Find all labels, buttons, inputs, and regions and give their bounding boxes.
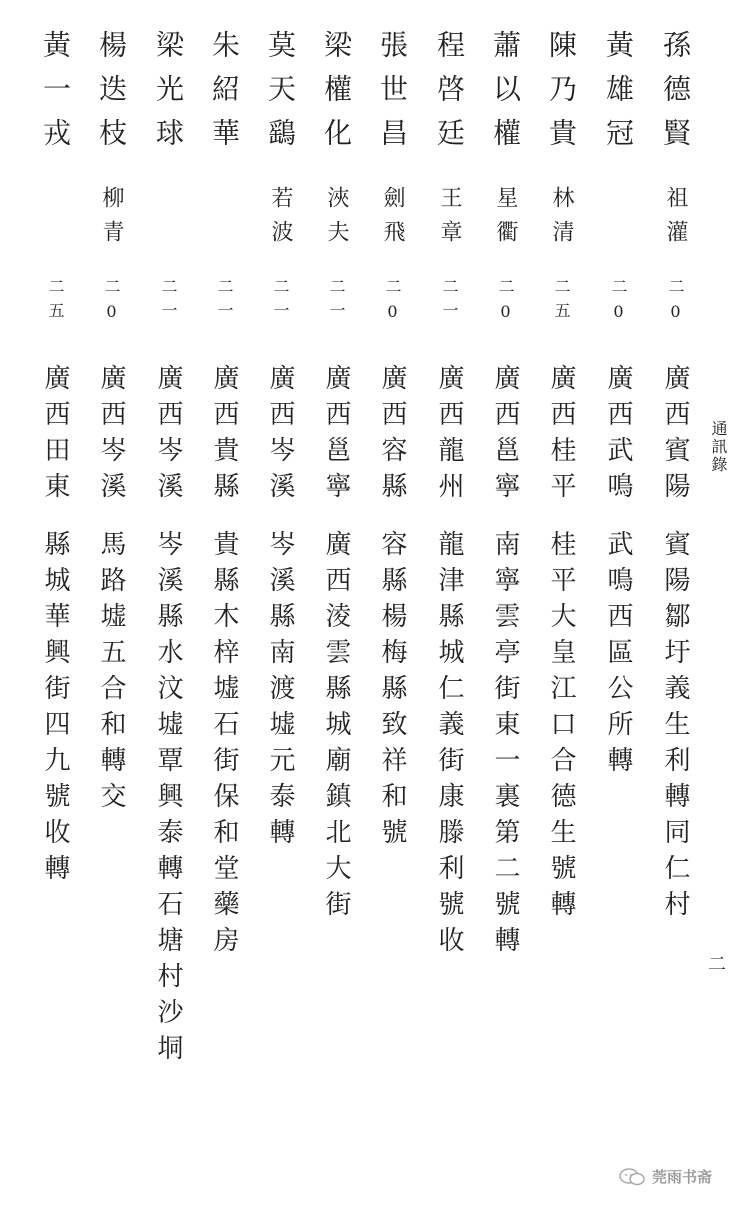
entry-name: 莫天鷂: [264, 30, 297, 162]
entry-city: 廣西桂平: [546, 364, 576, 508]
entry-name: 梁光球: [152, 30, 185, 162]
entry-name: 黃雄冠: [602, 30, 635, 162]
entry-address: 貴縣木梓墟石街保和堂藥房: [209, 530, 239, 962]
entry-city: 廣西邕寧: [321, 364, 351, 508]
entry-address: 武鳴西區公所轉: [603, 530, 633, 782]
entry-age: 二0: [496, 278, 515, 329]
entry-alias: 浹夫: [324, 186, 349, 254]
chat-bubble-icon: [618, 1167, 646, 1187]
watermark-text: 莞雨书斋: [652, 1168, 713, 1186]
entry-city: 廣西岑溪: [265, 364, 295, 508]
entry-age: 二一: [159, 278, 178, 326]
entry-name: 陳乃貴: [545, 30, 578, 162]
entry-city: 廣西邕寧: [490, 364, 520, 508]
entry-name: 楊迭枝: [95, 30, 128, 162]
entry-city: 廣西岑溪: [96, 364, 126, 508]
entry-address: 龍津縣城仁義街康滕利號收: [434, 530, 464, 962]
entry-address: 容縣楊梅縣致祥和號: [377, 530, 407, 854]
entry-alias: 祖灌: [663, 186, 688, 254]
entry-city: 廣西武鳴: [603, 364, 633, 508]
entry-alias: 王章: [437, 186, 462, 254]
entry-name: 張世昌: [376, 30, 409, 162]
entry-city: 廣西田東: [40, 364, 70, 508]
entry-alias: 柳青: [99, 186, 124, 254]
entry-name: 孫德賢: [659, 30, 692, 162]
entry-address: 南寧雲亭街東一裏第二號轉: [490, 530, 520, 962]
entry-alias: 若波: [268, 186, 293, 254]
entry-alias: 林清: [549, 186, 574, 254]
entry-age: 二五: [46, 278, 65, 326]
entry-city: 廣西貴縣: [209, 364, 239, 508]
entry-name: 黃一戎: [39, 30, 72, 162]
entry-address: 桂平大皇江口合德生號轉: [546, 530, 576, 926]
entry-age: 二0: [609, 278, 628, 329]
entry-age: 二0: [383, 278, 402, 329]
entry-city: 廣西賓陽: [660, 364, 690, 508]
entry-city: 廣西岑溪: [153, 364, 183, 508]
entry-age: 二0: [102, 278, 121, 329]
entry-address: 岑溪縣南渡墟元泰轉: [265, 530, 295, 854]
entry-age: 二一: [271, 278, 290, 326]
header-title: 通訊錄: [709, 420, 728, 474]
entry-age: 二一: [215, 278, 234, 326]
entry-name: 朱紹華: [208, 30, 241, 162]
entry-age: 二一: [327, 278, 346, 326]
entry-name: 蕭以權: [489, 30, 522, 162]
entry-name: 程啓廷: [433, 30, 466, 162]
entry-age: 二0: [666, 278, 685, 329]
entry-address: 賓陽鄒圩義生利轉同仁村: [660, 530, 690, 926]
entry-city: 廣西龍州: [434, 364, 464, 508]
entry-name: 梁權化: [320, 30, 353, 162]
entry-alias: 星衢: [493, 186, 518, 254]
entry-city: 廣西容縣: [377, 364, 407, 508]
entry-age: 二五: [552, 278, 571, 326]
entry-address: 廣西淩雲縣城廟鎮北大街: [321, 530, 351, 926]
entry-age: 二一: [440, 278, 459, 326]
entry-address: 馬路墟五合和轉交: [96, 530, 126, 818]
page-number: 二: [708, 954, 726, 975]
watermark: [618, 1166, 712, 1187]
entry-address: 縣城華興街四九號收轉: [40, 530, 70, 890]
entry-address: 岑溪縣水汶墟覃興泰轉石塘村沙垌: [153, 530, 183, 1070]
entry-alias: 劍飛: [380, 186, 405, 254]
